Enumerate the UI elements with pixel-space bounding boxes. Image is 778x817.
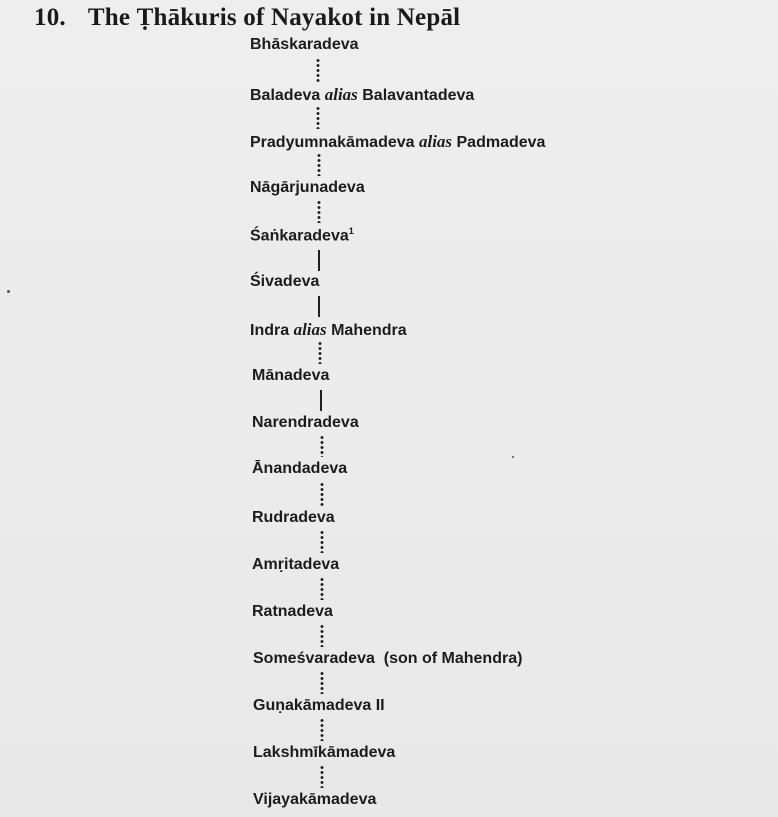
solid-connector [320, 390, 322, 411]
alias-label: alias [324, 85, 358, 104]
dotted-connector [320, 624, 324, 647]
genealogy-entry-vijayakamadeva: Vijayakāmadeva [253, 791, 377, 808]
dotted-connector [320, 577, 324, 600]
dotted-connector [320, 718, 324, 741]
section-title: The Ṭhākuris of Nayakot in Nepāl [87, 4, 461, 31]
parentage-note: (son of Mahendra) [383, 650, 523, 667]
genealogy-entry-manadeva: Mānadeva [252, 367, 330, 384]
dotted-connector [320, 765, 324, 788]
solid-connector [318, 296, 320, 317]
page-heading [34, 4, 460, 32]
genealogy-entry-indra: Indra alias Mahendra [250, 320, 407, 339]
genealogy-entry-lakshmikamadeva: Lakshmīkāmadeva [253, 744, 396, 761]
solid-connector [318, 250, 320, 271]
dotted-connector [317, 153, 321, 176]
genealogy-entry-rudradeva: Rudradeva [252, 509, 335, 526]
section-number: 10. [34, 4, 66, 31]
genealogy-entry-nagarjunadeva: Nāgārjunadeva [250, 179, 365, 196]
alias-label: alias [418, 132, 453, 151]
genealogy-entry-anandadeva: Ānandadeva [252, 460, 348, 477]
genealogy-entry-amritadeva: Amṛitadeva [252, 556, 340, 573]
dotted-connector [320, 482, 324, 506]
genealogy-entry-bhaskaradeva: Bhāskaradeva [250, 36, 359, 53]
dotted-connector [316, 58, 320, 82]
dotted-connector [320, 671, 324, 694]
genealogy-entry-sankaradeva: Śaṅkaradeva$^1$ [250, 226, 354, 245]
genealogy-entry-somesvaradeva: Someśvaradeva (son of Mahendra) [253, 650, 523, 667]
genealogy-entry-pradyumnakamadeva: Pradyumnakāmadeva alias Padmadeva [250, 132, 546, 151]
genealogy-entry-narendradeva: Narendradeva [252, 414, 359, 431]
dotted-connector [320, 435, 324, 457]
scan-speck [7, 290, 10, 293]
dotted-connector [316, 106, 320, 129]
alias-label: alias [293, 320, 327, 339]
dotted-connector [318, 341, 322, 364]
genealogy-entry-sivadeva: Śivadeva [250, 273, 320, 290]
footnote-marker: 1 [348, 226, 354, 236]
genealogy-entry-ratnadeva: Ratnadeva [252, 603, 333, 620]
dotted-connector [317, 200, 321, 223]
scan-speck [512, 456, 514, 458]
dotted-connector [320, 530, 324, 553]
genealogy-entry-gunakamadeva: Guṇakāmadeva II [253, 697, 385, 714]
genealogy-entry-baladeva: Baladeva alias Balavantadeva [250, 85, 475, 104]
